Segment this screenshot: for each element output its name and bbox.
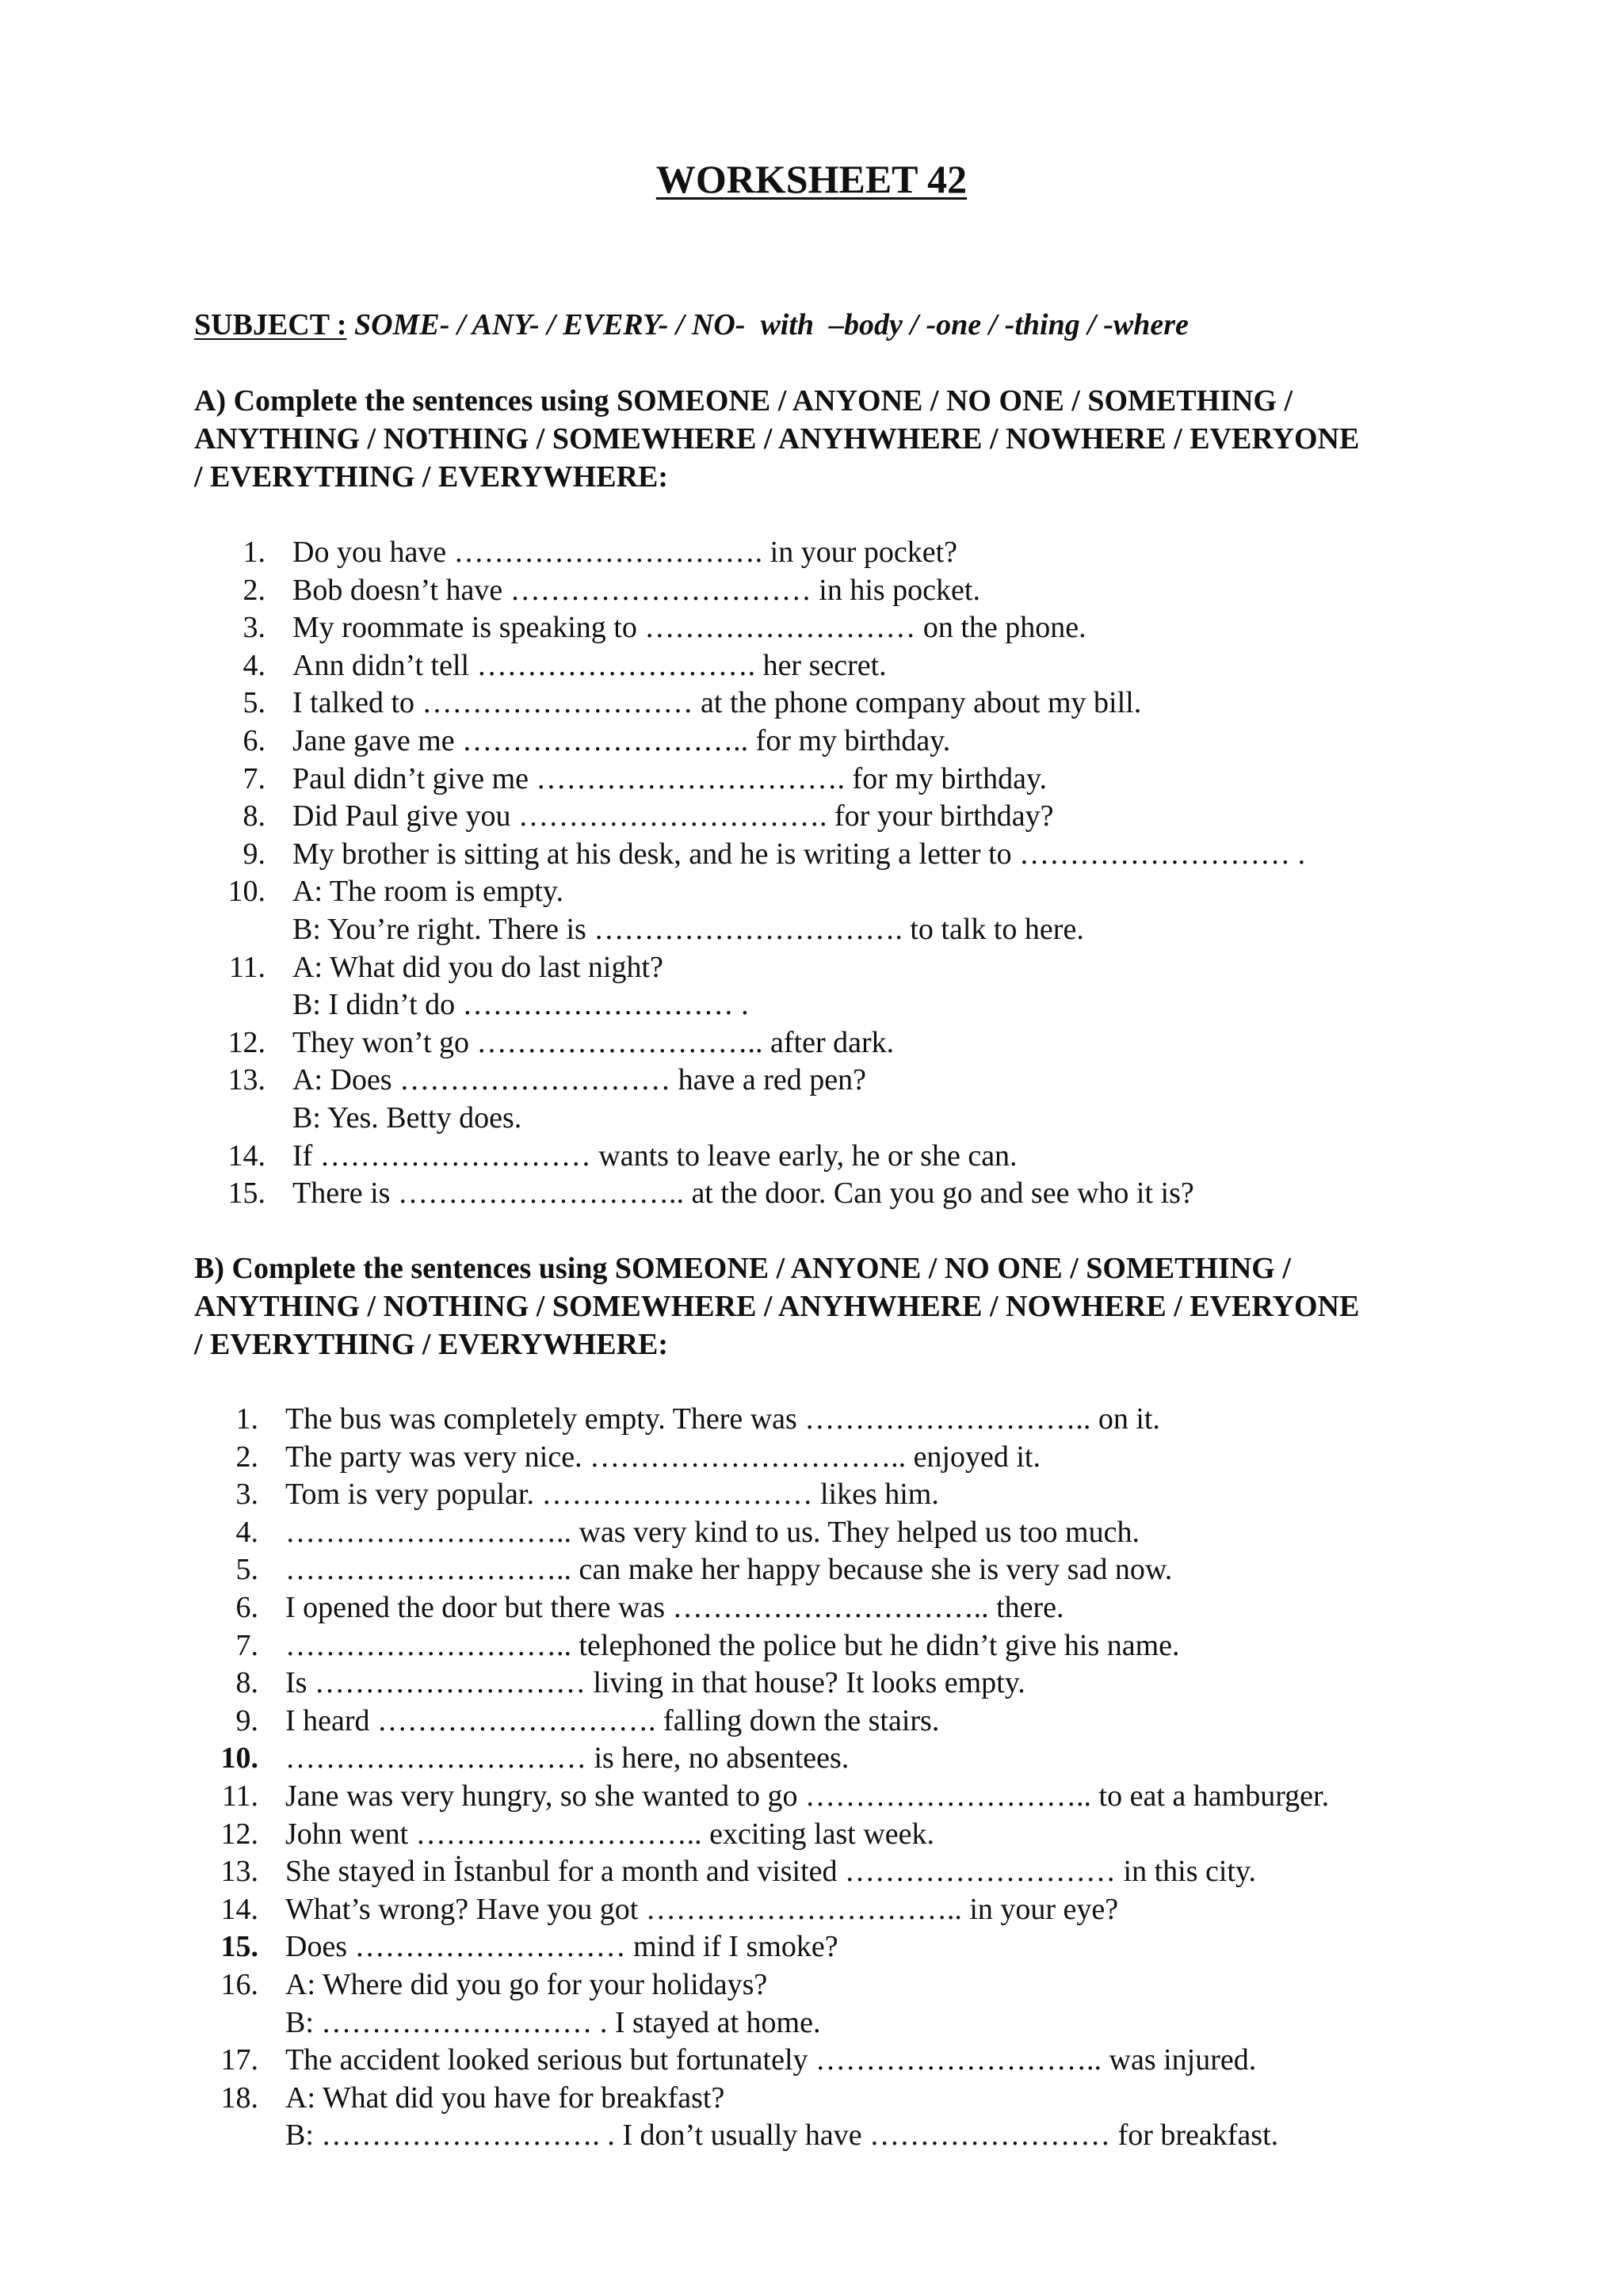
question-number: 7.: [242, 761, 265, 795]
question-text: Ann didn’t tell ………………………. her secret.: [292, 648, 887, 682]
section-b-instructions: [194, 1249, 1494, 1363]
question-item: [0, 949, 1623, 987]
question-number: 14.: [220, 1892, 258, 1926]
question-item: [0, 1816, 1623, 1854]
question-item: [0, 1589, 1623, 1627]
question-text: I talked to ……………………… at the phone company about my bill.: [292, 686, 1142, 720]
question-text: They won’t go ……………………….. after dark.: [292, 1025, 895, 1059]
question-number: 1.: [235, 1402, 258, 1436]
question-text: Is ……………………… living in that house? It looks empty.: [285, 1666, 1025, 1700]
question-text: Does ……………………… mind if I smoke?: [285, 1930, 838, 1964]
question-item: [0, 798, 1623, 836]
question-continuation: [0, 986, 1623, 1024]
question-item: [0, 1024, 1623, 1062]
section-b-questions: [0, 1401, 1623, 2155]
question-text: B: ……………………… . I stayed at home.: [285, 2005, 821, 2039]
question-text: The party was very nice. ………………………….. enjoyed it.: [285, 1440, 1041, 1474]
question-item: [0, 1551, 1623, 1589]
question-text: B: Yes. Betty does.: [292, 1100, 522, 1135]
question-text: A: Where did you go for your holidays?: [285, 1967, 768, 2001]
question-item: [0, 723, 1623, 761]
instruction-line: B) Complete the sentences using SOMEONE / ANYONE / NO ONE / SOMETHING /: [194, 1252, 1291, 1285]
question-item: [0, 685, 1623, 723]
question-number: 3.: [242, 611, 265, 645]
question-continuation: [0, 2004, 1623, 2042]
question-text: ………………………… is here, no absentees.: [285, 1741, 850, 1775]
instruction-line: ANYTHING / NOTHING / SOMEWHERE / ANYHWHERE / NOWHERE / EVERYONE: [194, 1290, 1360, 1323]
question-item: [0, 572, 1623, 610]
question-text: B: ………………………. . I don’t usually have …………………… for breakfast.: [285, 2119, 1279, 2153]
question-number: 7.: [235, 1628, 258, 1662]
question-text: Tom is very popular. ……………………… likes him.: [285, 1478, 939, 1512]
question-text: My roommate is speaking to ……………………… on the phone.: [292, 611, 1086, 645]
question-number: 6.: [242, 723, 265, 757]
question-text: A: Does ……………………… have a red pen?: [292, 1063, 866, 1097]
question-number: 2.: [242, 573, 265, 607]
question-text: ……………………….. telephoned the police but he didn’t give his name.: [285, 1628, 1180, 1662]
question-text: Jane gave me ……………………….. for my birthday.: [292, 723, 951, 757]
question-text: My brother is sitting at his desk, and he is writing a letter to ……………………… .: [292, 837, 1306, 871]
question-item: [0, 609, 1623, 647]
question-item: [0, 2042, 1623, 2080]
question-item: [0, 1627, 1623, 1665]
question-number: 11.: [228, 950, 265, 984]
page-title: WORKSHEET 42: [655, 157, 968, 201]
question-number: 10.: [227, 875, 265, 909]
question-item: [0, 1514, 1623, 1552]
question-item: [0, 1138, 1623, 1176]
question-item: [0, 1439, 1623, 1477]
question-number: 13.: [220, 1855, 258, 1889]
question-continuation: [0, 1100, 1623, 1138]
question-text: B: You’re right. There is …………………………. to talk to here.: [292, 912, 1084, 946]
question-number: 4.: [242, 648, 265, 682]
question-number: 11.: [221, 1779, 258, 1813]
section-a-instructions: [194, 382, 1494, 496]
question-text: She stayed in İstanbul for a month and visited ……………………… in this city.: [285, 1855, 1257, 1889]
instruction-line: / EVERYTHING / EVERYWHERE:: [194, 460, 669, 494]
question-text: ……………………….. can make her happy because she is very sad now.: [285, 1553, 1173, 1587]
question-number: 1.: [242, 536, 265, 569]
question-number: 4.: [235, 1515, 258, 1549]
question-number: 18.: [220, 2081, 258, 2115]
question-text: A: The room is empty.: [292, 875, 563, 909]
question-number: 9.: [235, 1703, 258, 1737]
question-item: [0, 1476, 1623, 1514]
question-item: [0, 836, 1623, 874]
question-number: 5.: [242, 686, 265, 720]
question-item: [0, 873, 1623, 911]
question-number: 15.: [227, 1177, 265, 1211]
question-text: What’s wrong? Have you got ………………………….. in your eye?: [285, 1892, 1119, 1926]
question-continuation: [0, 2117, 1623, 2155]
question-text: A: What did you do last night?: [292, 950, 663, 984]
question-number: 6.: [235, 1590, 258, 1624]
question-text: Jane was very hungry, so she wanted to go ……………………….. to eat a hamburger.: [285, 1779, 1330, 1813]
question-number: 3.: [235, 1478, 258, 1512]
section-a-questions: [0, 534, 1623, 1213]
subject-topic: SOME- / ANY- / EVERY- / NO- with –body / -one / -thing / -where: [346, 308, 1189, 341]
question-text: John went ……………………….. exciting last week.: [285, 1817, 935, 1851]
question-number: 10.: [220, 1741, 258, 1775]
question-number: 15.: [220, 1930, 258, 1964]
question-item: [0, 534, 1623, 572]
question-number: 14.: [227, 1138, 265, 1173]
question-number: 8.: [242, 799, 265, 833]
question-number: 12.: [227, 1025, 265, 1059]
instruction-line: / EVERYTHING / EVERYWHERE:: [194, 1328, 669, 1361]
question-item: [0, 1778, 1623, 1816]
question-text: B: I didn’t do ……………………… .: [292, 988, 749, 1022]
question-number: 2.: [235, 1440, 258, 1474]
question-item: [0, 1891, 1623, 1929]
question-item: [0, 2080, 1623, 2118]
question-item: [0, 1401, 1623, 1439]
question-item: [0, 1665, 1623, 1703]
question-text: Paul didn’t give me …………………………. for my birthday.: [292, 761, 1048, 795]
question-item: [0, 1966, 1623, 2004]
question-item: [0, 1175, 1623, 1213]
question-text: If ……………………… wants to leave early, he or she can.: [292, 1138, 1018, 1173]
question-text: Do you have …………………………. in your pocket?: [292, 536, 958, 569]
question-item: [0, 1853, 1623, 1891]
question-number: 13.: [227, 1063, 265, 1097]
question-text: The accident looked serious but fortunately ……………………….. was injured.: [285, 2043, 1257, 2077]
question-number: 8.: [235, 1666, 258, 1700]
question-number: 17.: [220, 2043, 258, 2077]
question-text: A: What did you have for breakfast?: [285, 2081, 725, 2115]
question-item: [0, 1703, 1623, 1741]
instruction-line: ANYTHING / NOTHING / SOMEWHERE / ANYHWHERE / NOWHERE / EVERYONE: [194, 422, 1360, 456]
instruction-line: A) Complete the sentences using SOMEONE / ANYONE / NO ONE / SOMETHING /: [194, 384, 1293, 418]
question-text: ……………………….. was very kind to us. They helped us too much.: [285, 1515, 1140, 1549]
question-continuation: [0, 911, 1623, 949]
subject-line: [194, 306, 1189, 344]
question-text: There is ……………………….. at the door. Can you go and see who it is?: [292, 1177, 1194, 1211]
question-text: I opened the door but there was ………………………….. there.: [285, 1590, 1064, 1624]
question-item: [0, 647, 1623, 685]
question-number: 16.: [220, 1967, 258, 2001]
question-item: [0, 1062, 1623, 1100]
subject-label: SUBJECT :: [194, 308, 347, 341]
question-number: 12.: [220, 1817, 258, 1851]
question-number: 9.: [242, 837, 265, 871]
question-item: [0, 1740, 1623, 1778]
question-text: I heard ………………………. falling down the stairs.: [285, 1703, 940, 1737]
question-number: 5.: [235, 1553, 258, 1587]
question-item: [0, 1928, 1623, 1966]
question-text: Bob doesn’t have ………………………… in his pocket.: [292, 573, 980, 607]
question-item: [0, 761, 1623, 799]
question-text: The bus was completely empty. There was ……………………….. on it.: [285, 1402, 1160, 1436]
question-text: Did Paul give you …………………………. for your birthday?: [292, 799, 1054, 833]
